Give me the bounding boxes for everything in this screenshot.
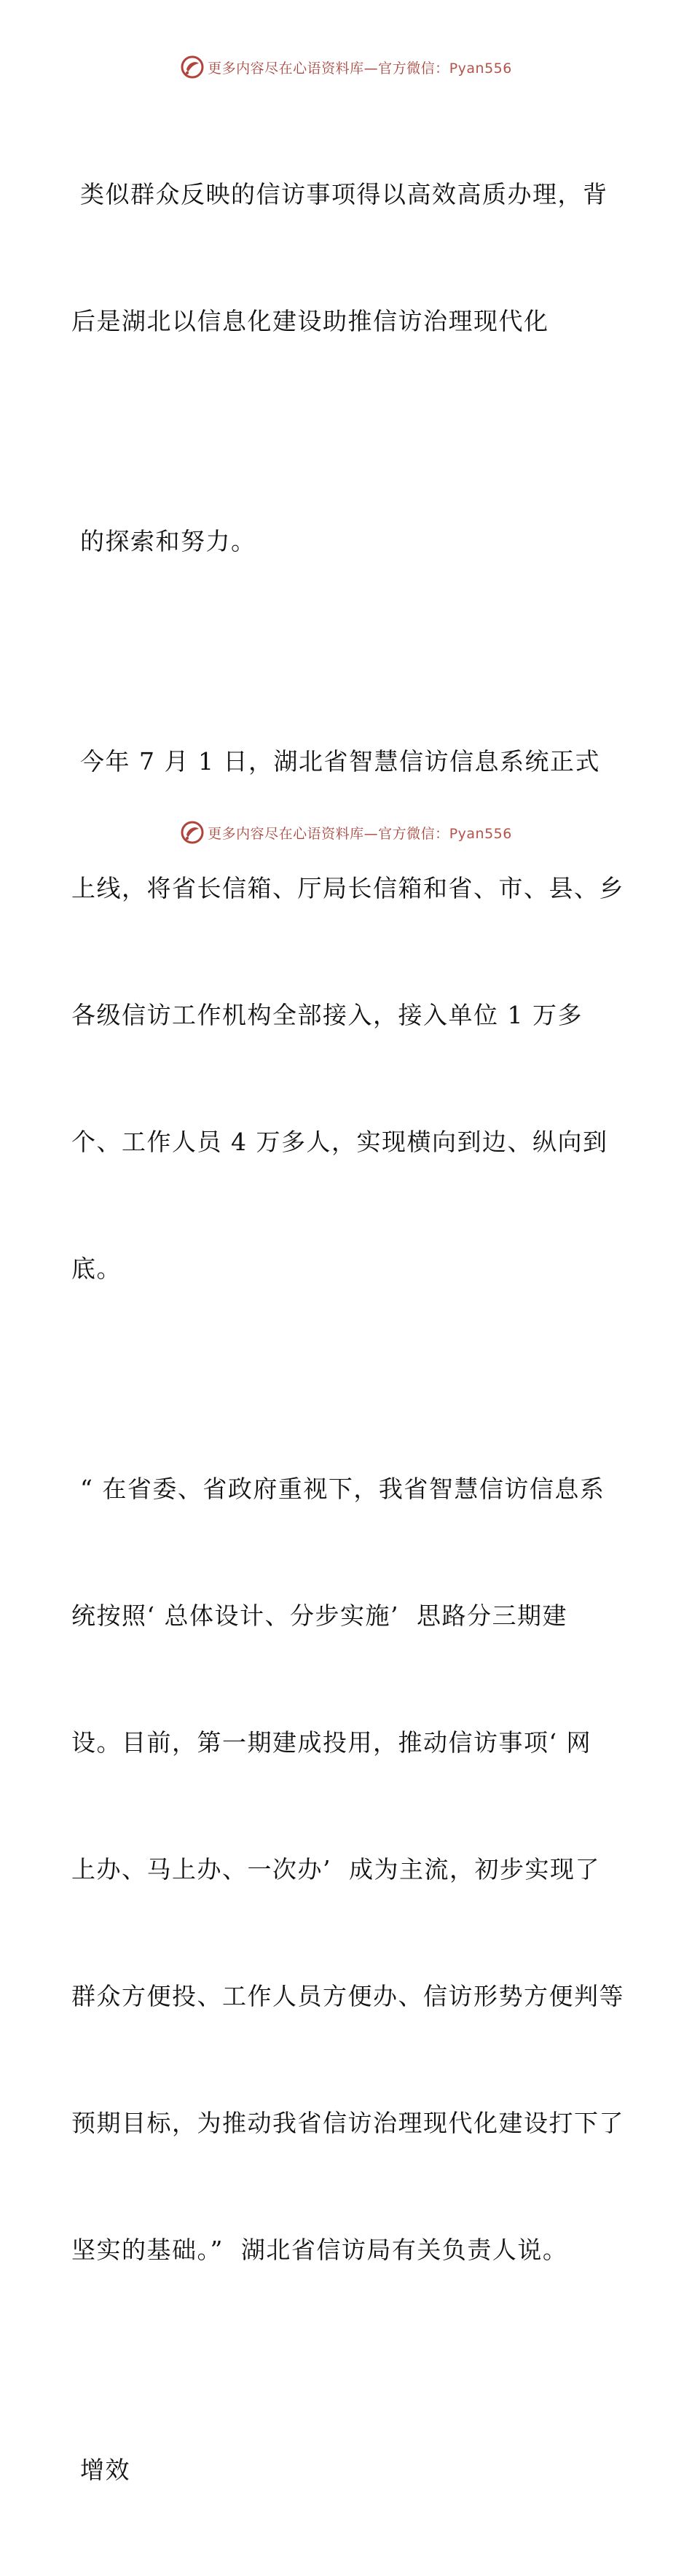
banner-handle: Pyan556 (449, 825, 512, 842)
text-line: “ 在省委、省政府重视下，我省智慧信访信息系 (71, 1475, 605, 1503)
text-line: 类似群众反映的信访事项得以高效高质办理，背 (71, 180, 608, 208)
text-line: 统按照‘ 总体设计、分步实施’ 思路分三期建 (71, 1601, 567, 1630)
text-line: 上办、马上办、一次办’ 成为主流，初步实现了 (71, 1855, 600, 1884)
banner-site-text: 更多内容尽在心语资料库 (208, 60, 364, 77)
banner-dash: — (363, 825, 379, 842)
text-line: 设。目前，第一期建成投用，推动信访事项‘ 网 (71, 1728, 591, 1757)
paragraph-2 (71, 436, 625, 647)
paragraph-5-heading (71, 2365, 625, 2576)
text-line: 各级信访工作机构全部接入，接入单位 1 万多 (71, 1001, 583, 1029)
banner-handle: Pyan556 (449, 60, 512, 77)
banner-dash: — (363, 60, 379, 77)
document-body (71, 89, 625, 2576)
banner-wechat-label: 官方微信： (378, 825, 449, 842)
paragraph-4 (71, 1383, 625, 2356)
text-line: 今年 7 月 1 日，湖北省智慧信访信息系统正式 (71, 747, 600, 776)
text-line: 上线，将省长信箱、厅局长信箱和省、市、县、乡 (71, 874, 624, 902)
section-heading: 增效 (71, 2456, 130, 2484)
text-line: 后是湖北以信息化建设助推信访治理现代化 (71, 307, 549, 335)
text-line: 群众方便投、工作人员方便办、信访形势方便判等 (71, 1982, 624, 2010)
text-line: 的探索和努力。 (71, 527, 256, 555)
paragraph-1 (71, 89, 625, 427)
heart-pen-logo-icon (180, 55, 205, 79)
banner-wechat-label: 官方微信： (378, 60, 449, 77)
heart-pen-logo-icon (180, 820, 205, 845)
banner-text (208, 58, 512, 77)
text-line: 预期目标，为推动我省信访治理现代化建设打下了 (71, 2109, 624, 2137)
text-line: 坚实的基础。” 湖北省信访局有关负责人说。 (71, 2236, 568, 2264)
text-line: 个、工作人员 4 万多人，实现横向到边、纵向到 (71, 1128, 608, 1156)
footer-banner (0, 818, 692, 847)
banner-site-text: 更多内容尽在心语资料库 (208, 825, 364, 842)
text-line: 底。 (71, 1254, 122, 1283)
header-banner (0, 52, 692, 82)
banner-text (208, 823, 512, 843)
paragraph-3 (71, 656, 625, 1375)
